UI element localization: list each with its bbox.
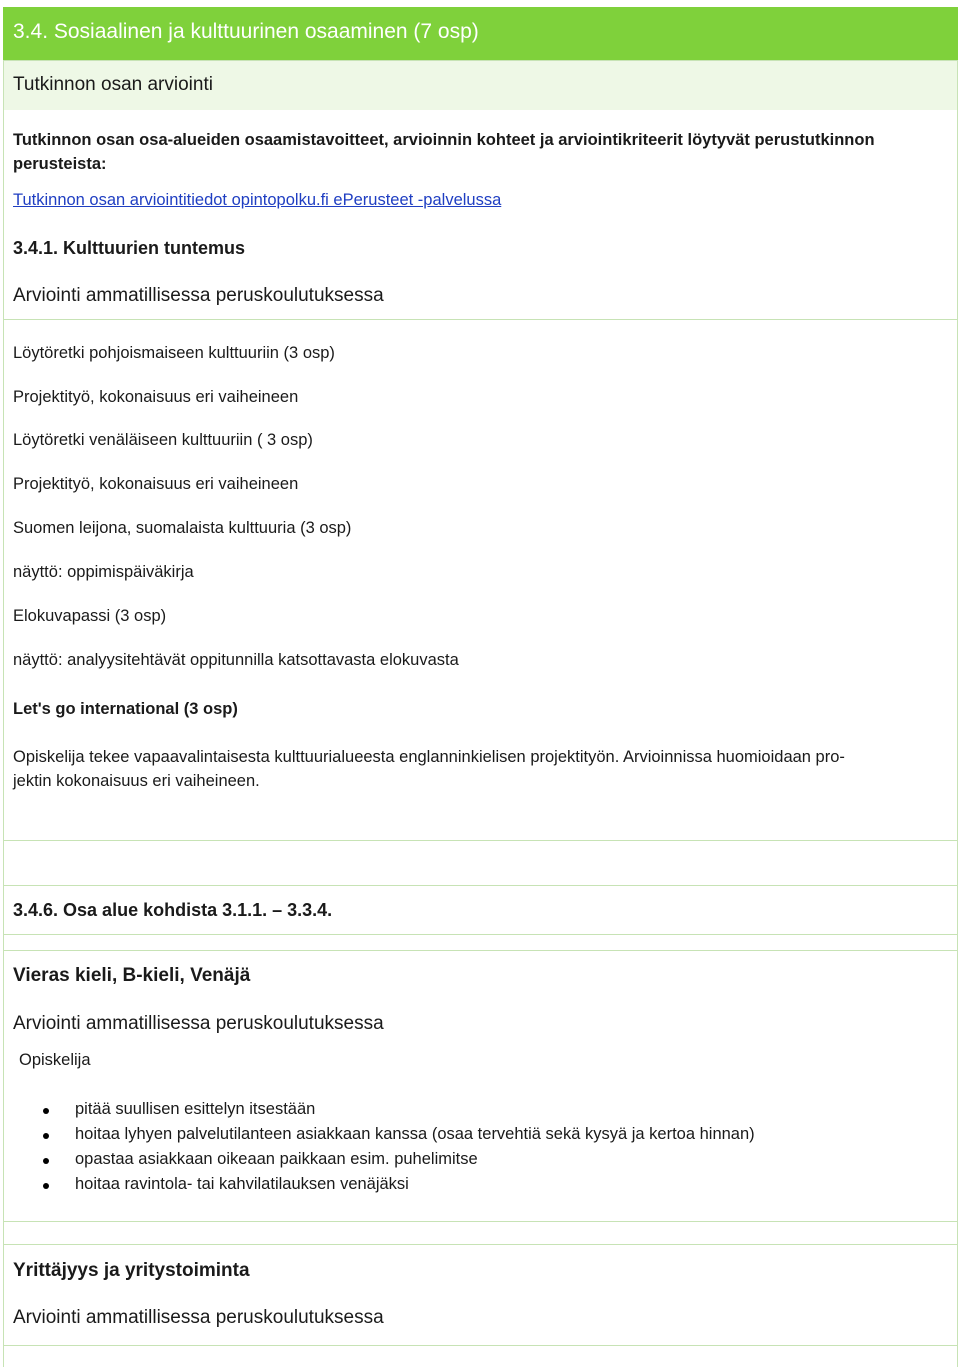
item-desc-line1: Opiskelija tekee vapaavalintaisesta kulttuurialueesta englanninkielisen projektityön. Arvioinnissa huomioidaan pro- [13,748,845,766]
eperusteet-link[interactable]: Tutkinnon osan arviointitiedot opintopolku.fi ePerusteet -palvelussa [13,191,502,209]
bullet-item: hoitaa lyhyen palvelutilanteen asiakkaan kanssa (osaa tervehtiä sekä kysyä ja kertoa hinnan) [75,1125,755,1143]
item-desc: Projektityö, kokonaisuus eri vaiheineen [13,475,299,493]
bullet-item: opastaa asiakkaan oikeaan paikkaan esim. puhelimitse [75,1150,478,1168]
subtitle-bar [3,60,958,110]
lead-text: Opiskelija [19,1051,91,1069]
item-desc: näyttö: oppimispäiväkirja [13,563,194,581]
item-title: Elokuvapassi (3 osp) [13,607,167,625]
section-title: 3.4. Sosiaalinen ja kulttuurinen osaaminen (7 osp) [13,20,479,43]
assessment-heading-341: Arviointi ammatillisessa peruskoulutuksessa [13,285,384,306]
bullet-icon [43,1183,49,1189]
bullet-item: hoitaa ravintola- tai kahvilatilauksen venäjäksi [75,1175,409,1193]
table-border-left [3,60,4,1367]
table-border-right [957,60,958,1367]
heading-341: 3.4.1. Kulttuurien tuntemus [13,238,246,258]
subject-russian: Vieras kieli, B-kieli, Venäjä [13,965,251,986]
divider [3,934,958,935]
assessment-heading-entrepreneurship: Arviointi ammatillisessa peruskoulutuksessa [13,1307,384,1328]
bullet-icon [43,1158,49,1164]
divider [3,885,958,886]
divider [3,1221,958,1222]
intro-text-line2: perusteista: [13,155,107,173]
heading-346: 3.4.6. Osa alue kohdista 3.1.1. – 3.3.4. [13,900,333,920]
item-title: Löytöretki venäläiseen kulttuuriin ( 3 osp) [13,431,313,449]
assessment-heading-346: Arviointi ammatillisessa peruskoulutuksessa [13,1013,384,1034]
item-desc: näyttö: analyysitehtävät oppitunnilla katsottavasta elokuvasta [13,651,459,669]
intro-text-line1: Tutkinnon osan osa-alueiden osaamistavoitteet, arvioinnin kohteet ja arviointikriteerit löytyvät perustutkinnon [13,131,875,149]
item-title: Suomen leijona, suomalaista kulttuuria (3 osp) [13,519,352,537]
divider [3,1345,958,1346]
item-title: Löytöretki pohjoismaiseen kulttuuriin (3 osp) [13,344,335,362]
divider [3,840,958,841]
item-title: Let's go international (3 osp) [13,700,238,718]
bullet-icon [43,1108,49,1114]
bullet-icon [43,1133,49,1139]
divider [3,319,958,320]
section-title-bar [3,7,958,60]
document-page [3,7,958,1367]
item-desc: Projektityö, kokonaisuus eri vaiheineen [13,388,299,406]
divider [3,950,958,951]
bullet-item: pitää suullisen esittelyn itsestään [75,1100,316,1118]
subtitle: Tutkinnon osan arviointi [13,74,213,95]
subject-entrepreneurship: Yrittäjyys ja yritystoiminta [13,1260,250,1281]
item-desc-line2: jektin kokonaisuus eri vaiheineen. [13,772,260,790]
divider [3,1244,958,1245]
